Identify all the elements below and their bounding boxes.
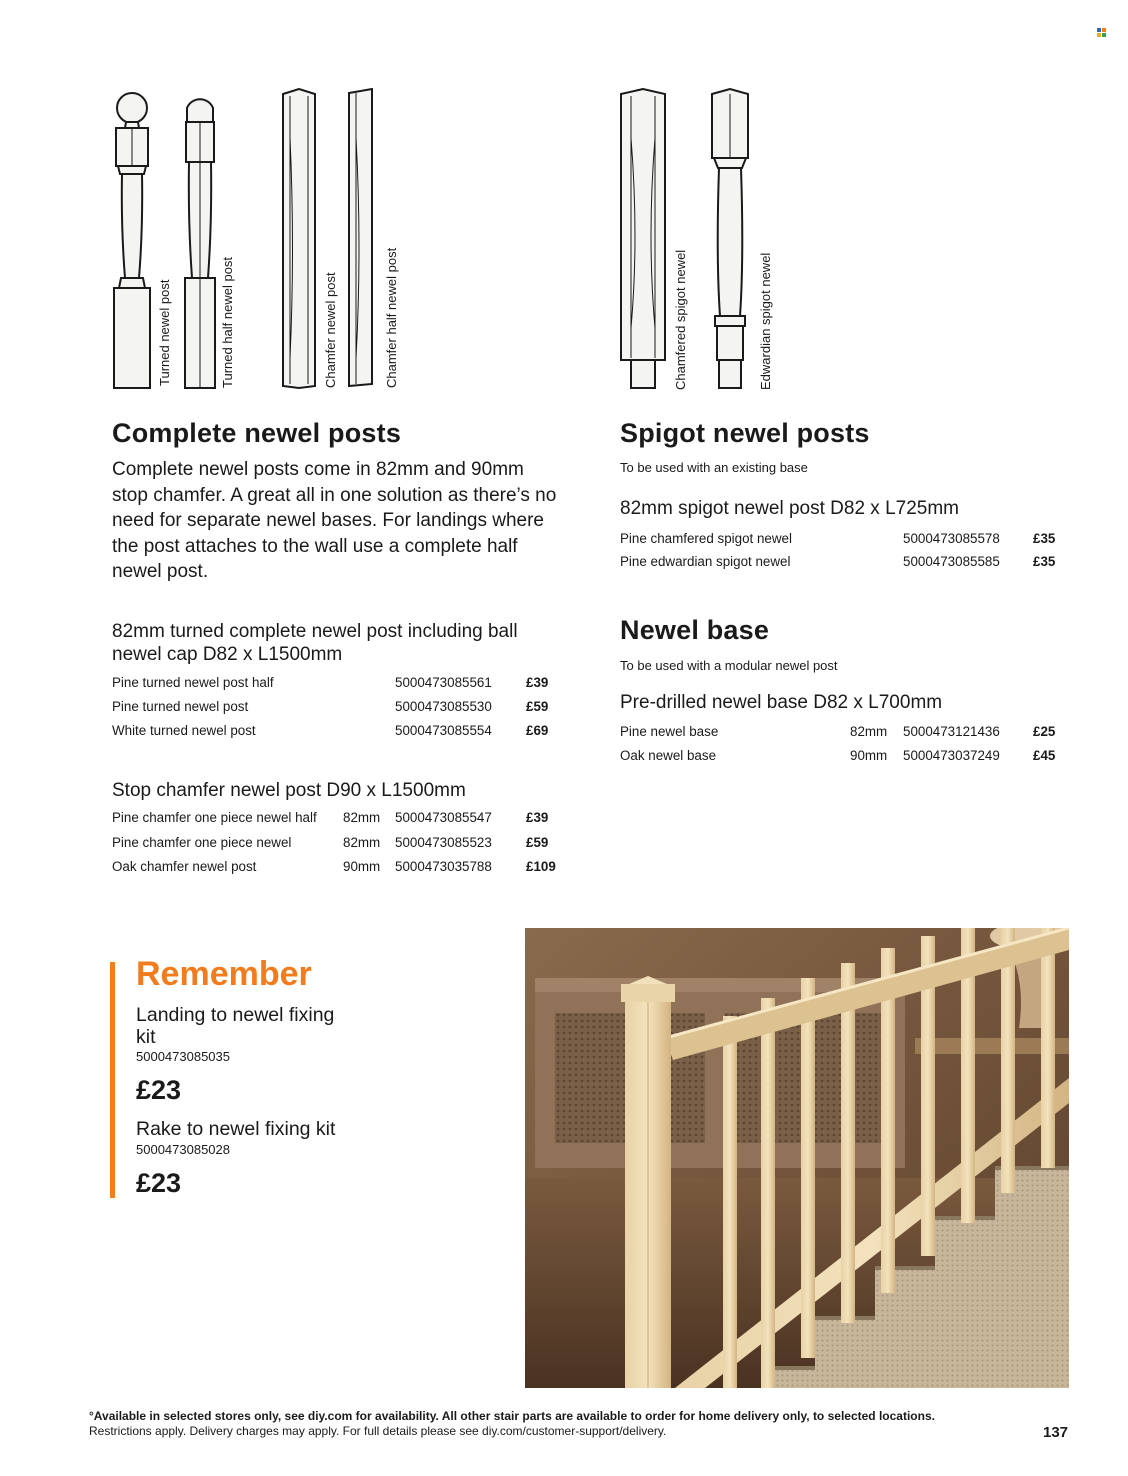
stop-chamfer-group-title: Stop chamfer newel post D90 x L1500mm	[112, 780, 466, 801]
remember-heading: Remember	[136, 955, 312, 993]
brand-logo-mark	[1097, 28, 1107, 38]
product-price: £109	[526, 859, 556, 874]
product-price: £39	[526, 675, 549, 690]
staircase-photo	[525, 928, 1069, 1388]
product-name: Pine newel base	[620, 724, 719, 739]
illustration-label: Chamfered spigot newel	[673, 249, 688, 390]
product-price: £25	[1033, 724, 1056, 739]
product-name: Pine edwardian spigot newel	[620, 554, 791, 569]
complete-newel-posts-heading: Complete newel posts	[112, 418, 402, 448]
table-row	[620, 529, 1070, 549]
product-code: 5000473037249	[903, 748, 1000, 763]
product-price: £69	[526, 723, 549, 738]
page-number: 137	[1043, 1424, 1069, 1441]
product-name: White turned newel post	[112, 723, 256, 738]
product-code: 5000473085578	[903, 531, 1000, 546]
product-code: 5000473085523	[395, 835, 492, 850]
product-code: 5000473085554	[395, 723, 492, 738]
illustration-label: Chamfer newel post	[323, 272, 338, 388]
kit-name: Landing to newel fixing kit	[136, 1004, 335, 1048]
footnote	[89, 1409, 989, 1439]
table-row	[620, 722, 1070, 742]
product-price: £59	[526, 699, 549, 714]
turned-newel-group-title: 82mm turned complete newel post including ball newel cap D82 x L1500mm	[112, 621, 518, 665]
product-code: 5000473121436	[903, 724, 1000, 739]
table-row	[112, 808, 572, 828]
product-price: £35	[1033, 554, 1056, 569]
kit-price: £23	[136, 1168, 182, 1198]
table-row	[112, 857, 572, 877]
chamfered-spigot-newel-icon	[619, 88, 667, 390]
product-price: £35	[1033, 531, 1056, 546]
illustration-label: Turned newel post	[157, 279, 172, 386]
newel-base-subtitle: To be used with a modular newel post	[620, 658, 838, 673]
complete-newel-posts-intro: Complete newel posts come in 82mm and 90mm stop chamfer. A great all in one solution as there’s no need for separate newel bases. For landings where the post attaches to the wall use a complete half newel post.	[112, 459, 557, 582]
product-name: Pine chamfered spigot newel	[620, 531, 792, 546]
product-size: 82mm	[850, 724, 888, 739]
product-name: Pine chamfer one piece newel	[112, 835, 292, 850]
product-name: Oak newel base	[620, 748, 717, 763]
product-name: Pine chamfer one piece newel half	[112, 810, 317, 825]
table-row	[112, 833, 572, 853]
table-row	[112, 697, 572, 717]
kit-code: 5000473085028	[136, 1142, 230, 1157]
product-size: 90mm	[343, 859, 381, 874]
table-row	[620, 552, 1070, 572]
turned-half-newel-post-icon	[183, 92, 217, 390]
product-size: 82mm	[343, 835, 381, 850]
chamfer-newel-post-icon	[281, 88, 317, 390]
turned-newel-post-icon	[108, 88, 156, 390]
product-code: 5000473035788	[395, 859, 492, 874]
table-row	[112, 673, 572, 693]
product-size: 82mm	[343, 810, 381, 825]
illustration-label: Edwardian spigot newel	[758, 252, 773, 390]
product-price: £45	[1033, 748, 1056, 763]
footnote-line-availability: °Available in selected stores only, see diy.com for availability. All other stair parts are available to order for home delivery only, to selected locations.	[89, 1409, 935, 1423]
table-row	[112, 721, 572, 741]
product-code: 5000473085530	[395, 699, 492, 714]
product-code: 5000473085561	[395, 675, 492, 690]
spigot-group-title: 82mm spigot newel post D82 x L725mm	[620, 498, 959, 519]
edwardian-spigot-newel-icon	[706, 88, 754, 390]
footnote-line-delivery: Restrictions apply. Delivery charges may apply. For full details please see diy.com/customer-support/delivery.	[89, 1424, 667, 1438]
table-row	[620, 746, 1070, 766]
newel-base-heading: Newel base	[620, 615, 770, 645]
spigot-subtitle: To be used with an existing base	[620, 460, 808, 475]
chamfer-half-newel-post-icon	[346, 88, 376, 388]
kit-code: 5000473085035	[136, 1049, 230, 1064]
product-name: Oak chamfer newel post	[112, 859, 257, 874]
product-price: £39	[526, 810, 549, 825]
product-code: 5000473085585	[903, 554, 1000, 569]
newel-base-group-title: Pre-drilled newel base D82 x L700mm	[620, 692, 943, 713]
illustration-label: Chamfer half newel post	[384, 247, 399, 388]
product-code: 5000473085547	[395, 810, 492, 825]
kit-name: Rake to newel fixing kit	[136, 1118, 336, 1140]
product-price: £59	[526, 835, 549, 850]
remember-accent-bar	[110, 962, 115, 1198]
spigot-newel-posts-heading: Spigot newel posts	[620, 418, 870, 448]
illustration-label: Turned half newel post	[220, 256, 235, 388]
product-name: Pine turned newel post	[112, 699, 249, 714]
product-name: Pine turned newel post half	[112, 675, 274, 690]
kit-price: £23	[136, 1075, 182, 1105]
product-size: 90mm	[850, 748, 888, 763]
